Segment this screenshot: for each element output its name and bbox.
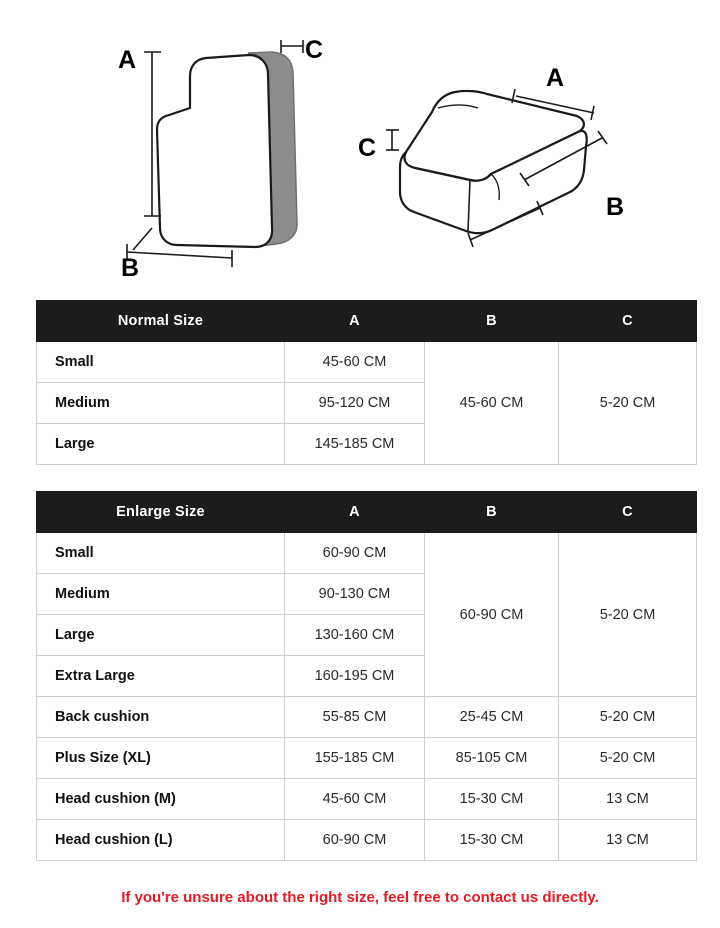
table-row bbox=[37, 820, 697, 861]
row-label: Large bbox=[37, 424, 285, 465]
row-label: Medium bbox=[37, 574, 285, 615]
left-label-b: B bbox=[121, 254, 140, 282]
header-enlarge-size: Enlarge Size bbox=[37, 492, 285, 533]
header-c: C bbox=[559, 301, 697, 342]
cell-b: 25-45 CM bbox=[425, 697, 559, 738]
table-gap bbox=[0, 465, 720, 491]
cell-a: 130-160 CM bbox=[285, 615, 425, 656]
cell-c-merged: 5-20 CM bbox=[559, 533, 697, 697]
right-label-b: B bbox=[606, 193, 625, 221]
header-a: A bbox=[285, 301, 425, 342]
table-row bbox=[37, 342, 697, 383]
cell-a: 90-130 CM bbox=[285, 574, 425, 615]
cell-a: 55-85 CM bbox=[285, 697, 425, 738]
cell-b: 85-105 CM bbox=[425, 738, 559, 779]
contact-note: If you're unsure about the right size, feel free to contact us directly. bbox=[121, 889, 599, 906]
left-label-c: C bbox=[305, 36, 324, 64]
table-header-row bbox=[37, 301, 697, 342]
header-b: B bbox=[425, 301, 559, 342]
row-label: Extra Large bbox=[37, 656, 285, 697]
normal-size-table-wrapper bbox=[36, 300, 684, 465]
normal-size-table bbox=[36, 300, 697, 465]
row-label: Medium bbox=[37, 383, 285, 424]
right-label-c: C bbox=[358, 134, 377, 162]
left-cushion-shape bbox=[157, 52, 297, 247]
cell-c: 5-20 CM bbox=[559, 697, 697, 738]
header-normal-size: Normal Size bbox=[37, 301, 285, 342]
header-a: A bbox=[285, 492, 425, 533]
cell-a: 155-185 CM bbox=[285, 738, 425, 779]
row-label: Small bbox=[37, 533, 285, 574]
diagram-svg bbox=[0, 0, 720, 300]
cell-a: 45-60 CM bbox=[285, 779, 425, 820]
row-label: Large bbox=[37, 615, 285, 656]
table-row bbox=[37, 738, 697, 779]
row-label: Small bbox=[37, 342, 285, 383]
row-label: Plus Size (XL) bbox=[37, 738, 285, 779]
left-label-a: A bbox=[118, 46, 137, 74]
cell-b-merged: 45-60 CM bbox=[425, 342, 559, 465]
row-label: Head cushion (L) bbox=[37, 820, 285, 861]
row-label: Back cushion bbox=[37, 697, 285, 738]
header-c: C bbox=[559, 492, 697, 533]
size-diagram bbox=[0, 0, 720, 300]
cell-a: 160-195 CM bbox=[285, 656, 425, 697]
cell-b: 15-30 CM bbox=[425, 779, 559, 820]
cell-c: 13 CM bbox=[559, 820, 697, 861]
table-row bbox=[37, 697, 697, 738]
header-b: B bbox=[425, 492, 559, 533]
cell-b-merged: 60-90 CM bbox=[425, 533, 559, 697]
table-row bbox=[37, 533, 697, 574]
cell-c-merged: 5-20 CM bbox=[559, 342, 697, 465]
cell-c: 13 CM bbox=[559, 779, 697, 820]
enlarge-size-table bbox=[36, 491, 697, 861]
cell-b: 15-30 CM bbox=[425, 820, 559, 861]
enlarge-size-table-wrapper bbox=[36, 491, 684, 861]
table-header-row bbox=[37, 492, 697, 533]
cell-a: 60-90 CM bbox=[285, 533, 425, 574]
row-label: Head cushion (M) bbox=[37, 779, 285, 820]
cell-a: 145-185 CM bbox=[285, 424, 425, 465]
table-row bbox=[37, 779, 697, 820]
cell-a: 60-90 CM bbox=[285, 820, 425, 861]
cell-a: 45-60 CM bbox=[285, 342, 425, 383]
right-label-a: A bbox=[546, 64, 565, 92]
cell-a: 95-120 CM bbox=[285, 383, 425, 424]
cell-c: 5-20 CM bbox=[559, 738, 697, 779]
